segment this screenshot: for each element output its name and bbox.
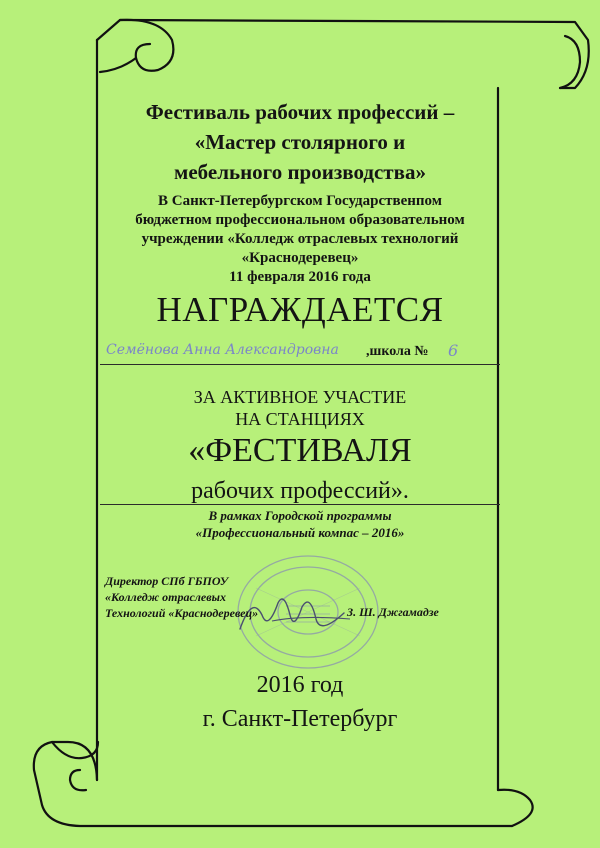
reason-line-3: «ФЕСТИВАЛЯ [188, 432, 412, 469]
signatory-line-3: Технологий «Краснодеревец» [105, 606, 259, 620]
footer-city: г. Санкт-Петербург [202, 706, 398, 732]
title-line-1: Фестиваль рабочих профессий – [145, 100, 455, 124]
reason-line-1: ЗА АКТИВНОЕ УЧАСТИЕ [193, 387, 407, 407]
title-line-2: «Мастер столярного и [194, 130, 406, 154]
organization-line-1: В Санкт-Петербургском Государственпом [158, 193, 442, 209]
organization-line-3: учреждении «Колледж отраслевых технологий [141, 231, 459, 247]
program-line-1: В рамках Городской программы [208, 508, 392, 523]
award-heading: НАГРАЖДАЕТСЯ [156, 290, 444, 329]
event-date: 11 февраля 2016 года [229, 269, 371, 285]
school-number: 6 [448, 341, 459, 360]
program-divider [100, 504, 500, 505]
reason-line-4: рабочих профессий». [191, 478, 409, 504]
recipient-underline [100, 364, 500, 365]
title-line-3: мебельного производства» [174, 160, 426, 184]
organization-line-2: бюджетном профессиональном образовательном [135, 212, 465, 228]
recipient-line [100, 338, 500, 366]
program-line-2: «Профессиональный компас – 2016» [195, 525, 405, 540]
signatory-line-2: «Колледж отраслевых [105, 590, 226, 604]
organization-line-4: «Краснодеревец» [241, 250, 359, 266]
school-label: ,школа № [366, 344, 429, 359]
reason-line-2: НА СТАНЦИЯХ [235, 409, 365, 429]
signatory-block [105, 573, 305, 621]
signatory-line-1: Директор СПб ГБПОУ [105, 574, 229, 588]
signatory-name: З. Ш. Джгамадзе [347, 605, 439, 619]
recipient-name: Семёнова Анна Александровна [106, 342, 339, 358]
footer-year: 2016 год [256, 672, 344, 698]
